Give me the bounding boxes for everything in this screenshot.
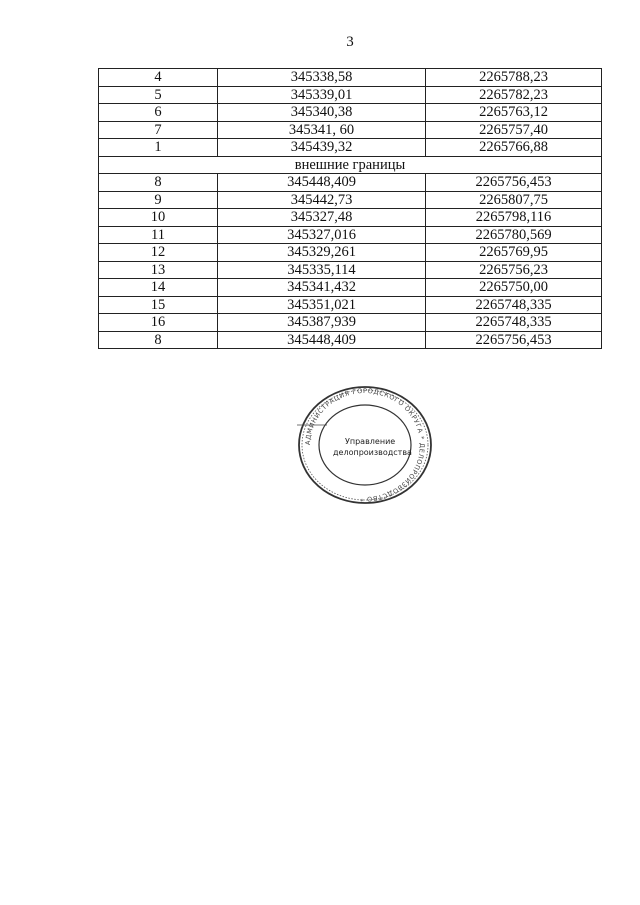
point-number-cell: 16	[99, 314, 218, 332]
point-number-cell: 1	[99, 139, 218, 157]
point-number-cell: 11	[99, 226, 218, 244]
page-number: 3	[346, 34, 354, 50]
coordinate-y-cell: 2265763,12	[426, 104, 602, 122]
coordinate-y-cell: 2265757,40	[426, 121, 602, 139]
coordinate-x-cell: 345448,409	[218, 331, 426, 349]
coordinate-y-cell: 2265782,23	[426, 86, 602, 104]
coordinate-x-cell: 345329,261	[218, 244, 426, 262]
point-number-cell: 10	[99, 209, 218, 227]
table-row	[99, 314, 602, 332]
table-row	[99, 174, 602, 192]
table-row	[99, 86, 602, 104]
coordinate-y-cell: 2265780,569	[426, 226, 602, 244]
coordinate-y-cell: 2265769,95	[426, 244, 602, 262]
point-number-cell: 9	[99, 191, 218, 209]
point-number-cell: 4	[99, 69, 218, 87]
coordinates-table	[98, 68, 602, 349]
coordinate-y-cell: 2265748,335	[426, 314, 602, 332]
coordinate-x-cell: 345387,939	[218, 314, 426, 332]
official-stamp	[297, 385, 433, 505]
coordinate-x-cell: 345335,114	[218, 261, 426, 279]
coordinate-x-cell: 345341, 60	[218, 121, 426, 139]
coordinate-y-cell: 2265750,00	[426, 279, 602, 297]
coordinate-y-cell: 2265756,453	[426, 174, 602, 192]
table-row	[99, 244, 602, 262]
point-number-cell: 5	[99, 86, 218, 104]
stamp-seal-icon	[297, 385, 433, 505]
point-number-cell: 8	[99, 331, 218, 349]
coordinate-x-cell: 345338,58	[218, 69, 426, 87]
point-number-cell: 14	[99, 279, 218, 297]
stamp-text-line1: Управление	[345, 437, 396, 446]
point-number-cell: 8	[99, 174, 218, 192]
coordinate-x-cell: 345341,432	[218, 279, 426, 297]
table-row	[99, 261, 602, 279]
table-row	[99, 296, 602, 314]
stamp-text-line2: делопроизводства	[333, 448, 412, 457]
coordinate-y-cell: 2265788,23	[426, 69, 602, 87]
coordinate-y-cell: 2265748,335	[426, 296, 602, 314]
table-row	[99, 209, 602, 227]
coordinate-x-cell: 345327,48	[218, 209, 426, 227]
table-row	[99, 279, 602, 297]
coordinate-x-cell: 345339,01	[218, 86, 426, 104]
table-row	[99, 121, 602, 139]
coordinate-y-cell: 2265766,88	[426, 139, 602, 157]
table-row	[99, 139, 602, 157]
coordinate-y-cell: 2265798,116	[426, 209, 602, 227]
coordinate-x-cell: 345351,021	[218, 296, 426, 314]
coordinate-y-cell: 2265756,23	[426, 261, 602, 279]
section-label: внешние границы	[99, 156, 602, 174]
table-row	[99, 104, 602, 122]
table-row	[99, 69, 602, 87]
table-row	[99, 331, 602, 349]
stamp-ring-text: АДМИНИСТРАЦИЯ ГОРОДСКОГО ОКРУГА * ДЕЛОПРОИЗВОДСТВО *	[303, 386, 427, 504]
coordinate-x-cell: 345442,73	[218, 191, 426, 209]
coordinate-x-cell: 345448,409	[218, 174, 426, 192]
point-number-cell: 12	[99, 244, 218, 262]
point-number-cell: 7	[99, 121, 218, 139]
coordinate-x-cell: 345439,32	[218, 139, 426, 157]
coordinate-y-cell: 2265756,453	[426, 331, 602, 349]
section-row	[99, 156, 602, 174]
point-number-cell: 6	[99, 104, 218, 122]
coordinate-x-cell: 345327,016	[218, 226, 426, 244]
table-row	[99, 191, 602, 209]
table-row	[99, 226, 602, 244]
coordinate-x-cell: 345340,38	[218, 104, 426, 122]
point-number-cell: 13	[99, 261, 218, 279]
coordinates-table-body	[99, 69, 602, 349]
point-number-cell: 15	[99, 296, 218, 314]
coordinate-y-cell: 2265807,75	[426, 191, 602, 209]
